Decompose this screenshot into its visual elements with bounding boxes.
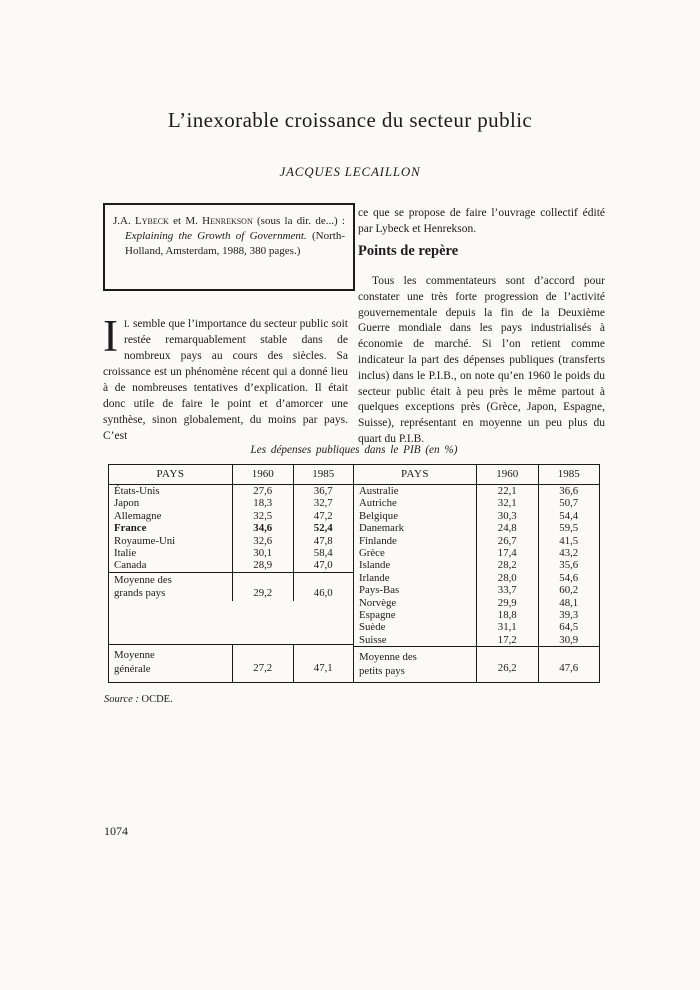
value-1960-cell: 34,6 (232, 522, 293, 534)
value-1960-cell: 29,9 (476, 597, 538, 609)
country-cell: Allemagne (114, 509, 162, 522)
summary-label: Moyenne générale (114, 649, 155, 675)
country-cell: Islande (359, 559, 391, 572)
table-row (354, 609, 599, 621)
column-header-1985: 1985 (538, 465, 600, 484)
value-1960-cell: 32,1 (476, 497, 538, 509)
source-note (104, 694, 173, 705)
author-name: JACQUES LECAILLON (279, 164, 421, 179)
country-cell: Norvège (359, 596, 397, 609)
table-caption: Les dépenses publiques dans le PIB (en %) (250, 444, 458, 456)
intro-paragraph (103, 311, 348, 444)
table-row (354, 510, 599, 522)
summary-row-moyenne-generale (109, 644, 353, 682)
value-1960-cell: 27,6 (232, 485, 293, 497)
value-1985-cell: 60,2 (538, 584, 600, 596)
table-row (354, 522, 599, 534)
summary-label: Moyenne des grands pays (114, 573, 172, 599)
table-row (109, 559, 353, 571)
value-1960-cell: 32,5 (232, 510, 293, 522)
drop-cap-smallcap: L (124, 319, 130, 329)
table-row (354, 535, 599, 547)
value-1960-cell: 24,8 (476, 522, 538, 534)
table-row (354, 497, 599, 509)
table-row (109, 510, 353, 522)
value-1960-cell: 30,1 (232, 547, 293, 559)
table-row (354, 547, 599, 559)
value-1960-cell: 26,2 (476, 647, 538, 682)
citation-author1: Lybeck (135, 215, 169, 227)
citation-work-title: Explaining the Growth of Government. (125, 230, 307, 242)
table-row-highlight (109, 522, 353, 534)
value-1985-cell: 50,7 (538, 497, 600, 509)
country-cell: Australie (359, 485, 399, 497)
country-cell: Grèce (359, 546, 385, 559)
country-cell: Pays-Bas (359, 584, 400, 597)
table-row (354, 572, 599, 584)
table-row (354, 584, 599, 596)
value-1985-cell: 64,5 (538, 621, 600, 633)
country-cell: Suède (359, 621, 386, 634)
source-label: Source : (104, 694, 139, 705)
source-value: OCDE. (138, 694, 173, 705)
table-row (354, 485, 599, 497)
column-header-pays: PAYS (156, 468, 185, 480)
country-cell: Italie (114, 546, 137, 559)
citation-author2: Henrekson (202, 215, 253, 227)
value-1985-cell: 58,4 (293, 547, 354, 559)
country-cell: Japon (114, 497, 140, 510)
value-1985-cell: 54,6 (538, 572, 600, 584)
summary-row-grands-pays (109, 572, 353, 601)
table-row (354, 597, 599, 609)
value-1960-cell: 17,4 (476, 547, 538, 559)
table-spacer (109, 601, 353, 644)
value-1960-cell: 28,2 (476, 559, 538, 571)
value-1985-cell: 46,0 (293, 573, 354, 601)
country-cell: Royaume-Uni (114, 534, 176, 547)
value-1960-cell: 26,7 (476, 535, 538, 547)
citation-box (103, 203, 355, 291)
value-1960-cell: 28,9 (232, 559, 293, 571)
value-1960-cell: 33,7 (476, 584, 538, 596)
value-1960-cell: 18,8 (476, 609, 538, 621)
value-1960-cell: 18,3 (232, 497, 293, 509)
value-1985-cell: 36,6 (538, 485, 600, 497)
country-cell: États-Unis (114, 485, 160, 497)
value-1985-cell: 47,0 (293, 559, 354, 571)
value-1960-cell: 27,2 (232, 645, 293, 682)
table-row (109, 547, 353, 559)
column-header-1985: 1985 (293, 465, 354, 484)
value-1985-cell: 47,8 (293, 535, 354, 547)
value-1960-cell: 17,2 (476, 634, 538, 646)
country-cell: Irlande (359, 571, 390, 584)
section-heading: Points de repère (358, 243, 459, 259)
table-header-row (354, 465, 599, 485)
citation-connector: et M. (168, 215, 203, 227)
value-1985-cell: 30,9 (538, 634, 600, 646)
data-table (108, 464, 600, 683)
continuation-paragraph: ce que se propose de faire l’ouvrage collectif édité par Lybeck et Henrekson. (358, 207, 605, 235)
column-header-pays: PAYS (400, 468, 430, 480)
country-cell: France (114, 522, 147, 535)
page-number: 1074 (104, 824, 128, 838)
summary-row-petits-pays (354, 646, 599, 682)
table-half-left (109, 465, 354, 682)
value-1985-cell: 32,7 (293, 497, 354, 509)
country-cell: Danemark (359, 522, 404, 535)
country-cell: Suisse (359, 633, 387, 646)
column-header-1960: 1960 (476, 465, 538, 484)
country-cell: Autriche (359, 497, 397, 510)
value-1960-cell: 29,2 (232, 573, 293, 601)
citation-prefix: J.A. (113, 215, 135, 227)
table-row (109, 485, 353, 497)
value-1985-cell: 43,2 (538, 547, 600, 559)
drop-cap: I (103, 311, 118, 361)
country-cell: Espagne (359, 608, 396, 621)
summary-label: Moyenne des petits pays (359, 651, 417, 678)
citation-publication: (North-Holland, Amsterdam, 1988, 380 pages.) (125, 230, 345, 257)
value-1960-cell: 22,1 (476, 485, 538, 497)
value-1985-cell: 52,4 (293, 522, 354, 534)
country-cell: Belgique (359, 509, 398, 522)
value-1985-cell: 48,1 (538, 597, 600, 609)
column-header-1960: 1960 (232, 465, 293, 484)
value-1985-cell: 47,2 (293, 510, 354, 522)
table-header-row (109, 465, 353, 485)
table-row (354, 621, 599, 633)
value-1985-cell: 36,7 (293, 485, 354, 497)
table-half-right (354, 465, 599, 682)
value-1985-cell: 47,6 (538, 647, 600, 682)
value-1985-cell: 47,1 (293, 645, 354, 682)
page-title: L’inexorable croissance du secteur public (167, 108, 533, 132)
value-1985-cell: 54,4 (538, 510, 600, 522)
body-paragraph: Tous les commentateurs sont d’accord pour constater une très forte progression de l’activité gouvernementale depuis la fin de la Deuxième Guerre mondiale dans les pays industrialisés à économie de marché. Si l’on retient comme indicateur la part des dépenses publiques (transferts inclus) dans le P.I.B., on note qu’en 1960 le poids du secteur public était à peu près le même partout à quelques exceptions près (Grèce, Japon, Espagne, Suisse), représentant en moyenne un peu plus du quart du P.I.B. (358, 275, 605, 445)
country-cell: Canada (114, 559, 147, 572)
value-1985-cell: 41,5 (538, 535, 600, 547)
value-1985-cell: 59,5 (538, 522, 600, 534)
value-1985-cell: 39,3 (538, 609, 600, 621)
table-row (354, 634, 599, 646)
table-row (109, 497, 353, 509)
table-row (354, 559, 599, 571)
citation-text (113, 214, 345, 259)
value-1985-cell: 35,6 (538, 559, 600, 571)
value-1960-cell: 31,1 (476, 621, 538, 633)
table-row (109, 535, 353, 547)
citation-direction: (sous la dir. de...) : (252, 215, 345, 227)
intro-text: semble que l’importance du secteur public soit restée remarquablement stable dans de nombreux pays au cours des siècles. Sa croissance est un phénomène récent qui a donné lieu à de nombreuses tentatives d’explication. Il était donc utile de faire le point et d’amorcer une synthèse, sinon globalement, du moins par pays. C’est (103, 318, 348, 442)
country-cell: Finlande (359, 534, 397, 547)
value-1960-cell: 28,0 (476, 572, 538, 584)
value-1960-cell: 30,3 (476, 510, 538, 522)
value-1960-cell: 32,6 (232, 535, 293, 547)
